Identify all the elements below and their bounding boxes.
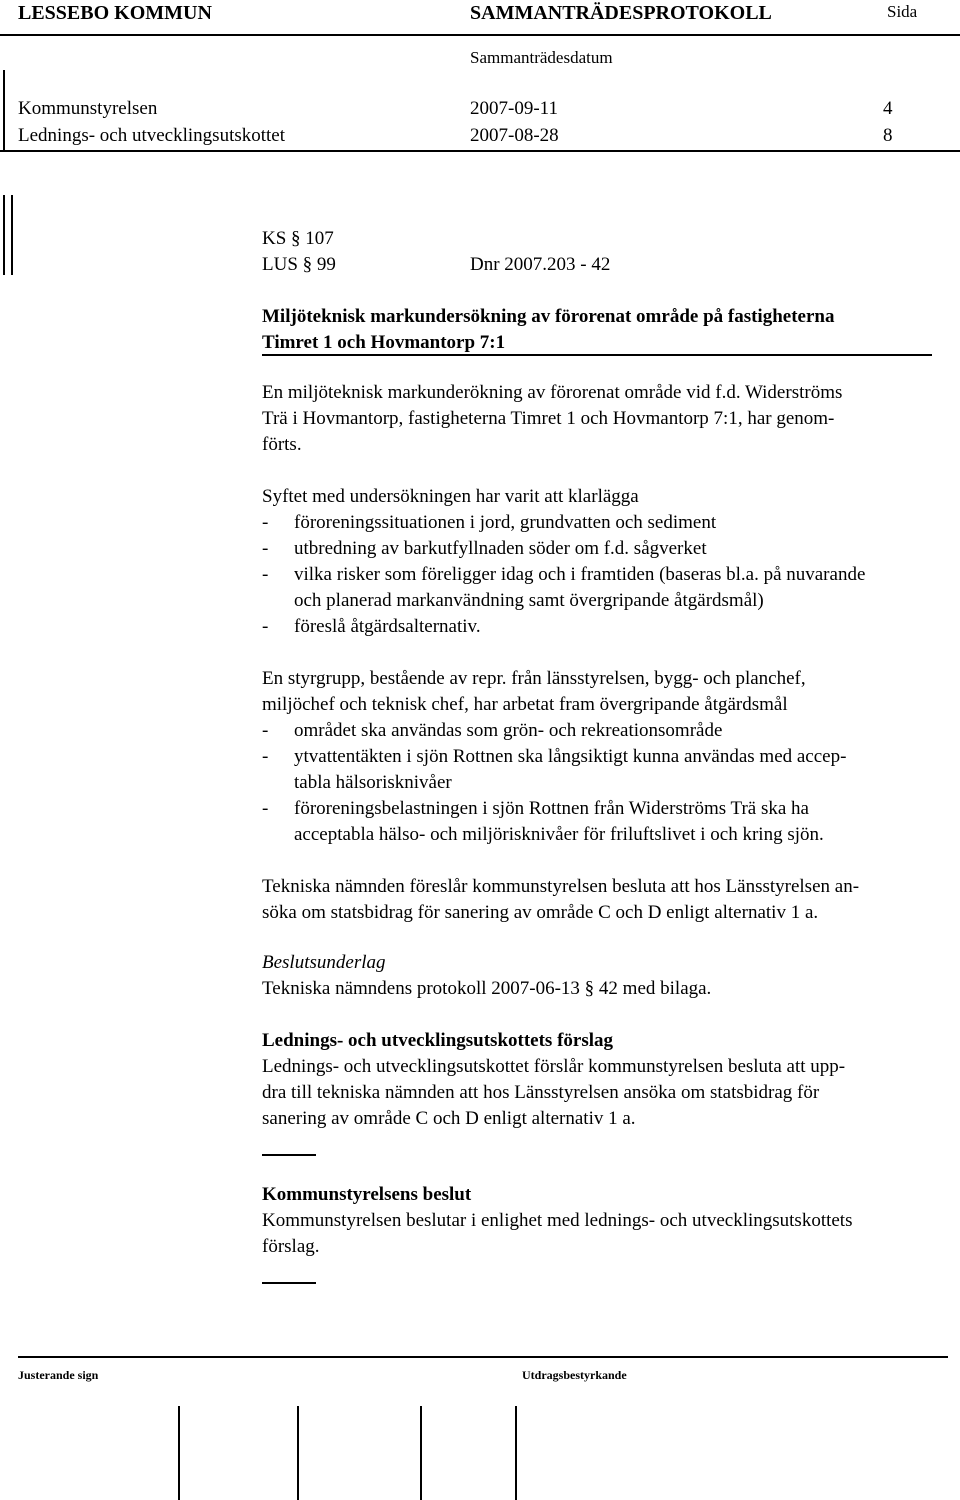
committee-proposal-line-1: Lednings- och utvecklingsutskottet förslår kommunstyrelsen besluta att upp- [262, 1056, 846, 1077]
date-label: Sammanträdesdatum [470, 48, 613, 67]
margin-bar-lower [3, 195, 5, 275]
lus-reference: LUS § 99 [262, 254, 336, 275]
page-label: Sida [887, 2, 918, 21]
decision-line-1: Kommunstyrelsen beslutar i enlighet med lednings- och utvecklingsutskottets [262, 1210, 853, 1231]
intro-line-2: Trä i Hovmantorp, fastigheterna Timret 1 och Hovmantorp 7:1, har genom- [262, 408, 835, 429]
title-line-2: Timret 1 och Hovmantorp 7:1 [262, 332, 506, 353]
signature-box-divider [297, 1406, 299, 1500]
header-page-2: 8 [883, 125, 893, 146]
ks-reference: KS § 107 [262, 228, 334, 249]
steering-lead-1: En styrgrupp, bestående av repr. från länsstyrelsen, bygg- och planchef, [262, 668, 806, 689]
proposal-line-1: Tekniska nämnden föreslår kommunstyrelsen besluta att hos Länsstyrelsen an- [262, 876, 860, 897]
title-underline [262, 354, 932, 356]
diary-number: Dnr 2007.203 - 42 [470, 254, 611, 275]
basis-heading: Beslutsunderlag [262, 952, 386, 973]
header-date-1: 2007-09-11 [470, 98, 558, 119]
footer-extract-label: Utdragsbestyrkande [522, 1368, 627, 1382]
header-top-rule [0, 34, 960, 36]
intro-line-3: förts. [262, 434, 302, 455]
purpose-lead: Syftet med undersökningen har varit att klarlägga [262, 486, 639, 507]
title-line-1: Miljöteknisk markundersökning av förorenat område på fastigheterna [262, 306, 835, 327]
committee-proposal-line-2: dra till tekniska nämnden att hos Länsstyrelsen ansöka om statsbidrag för [262, 1082, 820, 1103]
committee-proposal-line-3: sanering av område C och D enligt alternativ 1 a. [262, 1108, 636, 1129]
intro-line-1: En miljöteknisk markunderökning av förorenat område vid f.d. Widerströms [262, 382, 843, 403]
org-name: LESSEBO KOMMUN [18, 2, 212, 24]
separator-short-rule [262, 1154, 316, 1156]
margin-bar-upper [3, 70, 5, 150]
signature-box-divider [178, 1406, 180, 1500]
proposal-line-2: söka om statsbidrag för sanering av område C och D enligt alternativ 1 a. [262, 902, 819, 923]
separator-short-rule [262, 1282, 316, 1284]
header-bottom-rule [0, 150, 960, 152]
margin-bar-lower-2 [11, 195, 13, 275]
signature-box-divider [420, 1406, 422, 1500]
footer-rule [18, 1356, 948, 1358]
signature-box-divider [515, 1406, 517, 1500]
document-type: SAMMANTRÄDESPROTOKOLL [470, 2, 772, 24]
header-body-2: Lednings- och utvecklingsutskottet [18, 125, 286, 146]
decision-line-2: förslag. [262, 1236, 320, 1257]
header-page-1: 4 [883, 98, 893, 119]
decision-heading: Kommunstyrelsens beslut [262, 1184, 472, 1205]
committee-proposal-heading: Lednings- och utvecklingsutskottets förslag [262, 1030, 613, 1051]
header-date-2: 2007-08-28 [470, 125, 559, 146]
steering-lead-2: miljöchef och teknisk chef, har arbetat fram övergripande åtgärdsmål [262, 694, 788, 715]
header-body-1: Kommunstyrelsen [18, 98, 158, 119]
footer-signature-label: Justerande sign [18, 1368, 99, 1382]
basis-text: Tekniska nämndens protokoll 2007-06-13 § 42 med bilaga. [262, 978, 712, 999]
